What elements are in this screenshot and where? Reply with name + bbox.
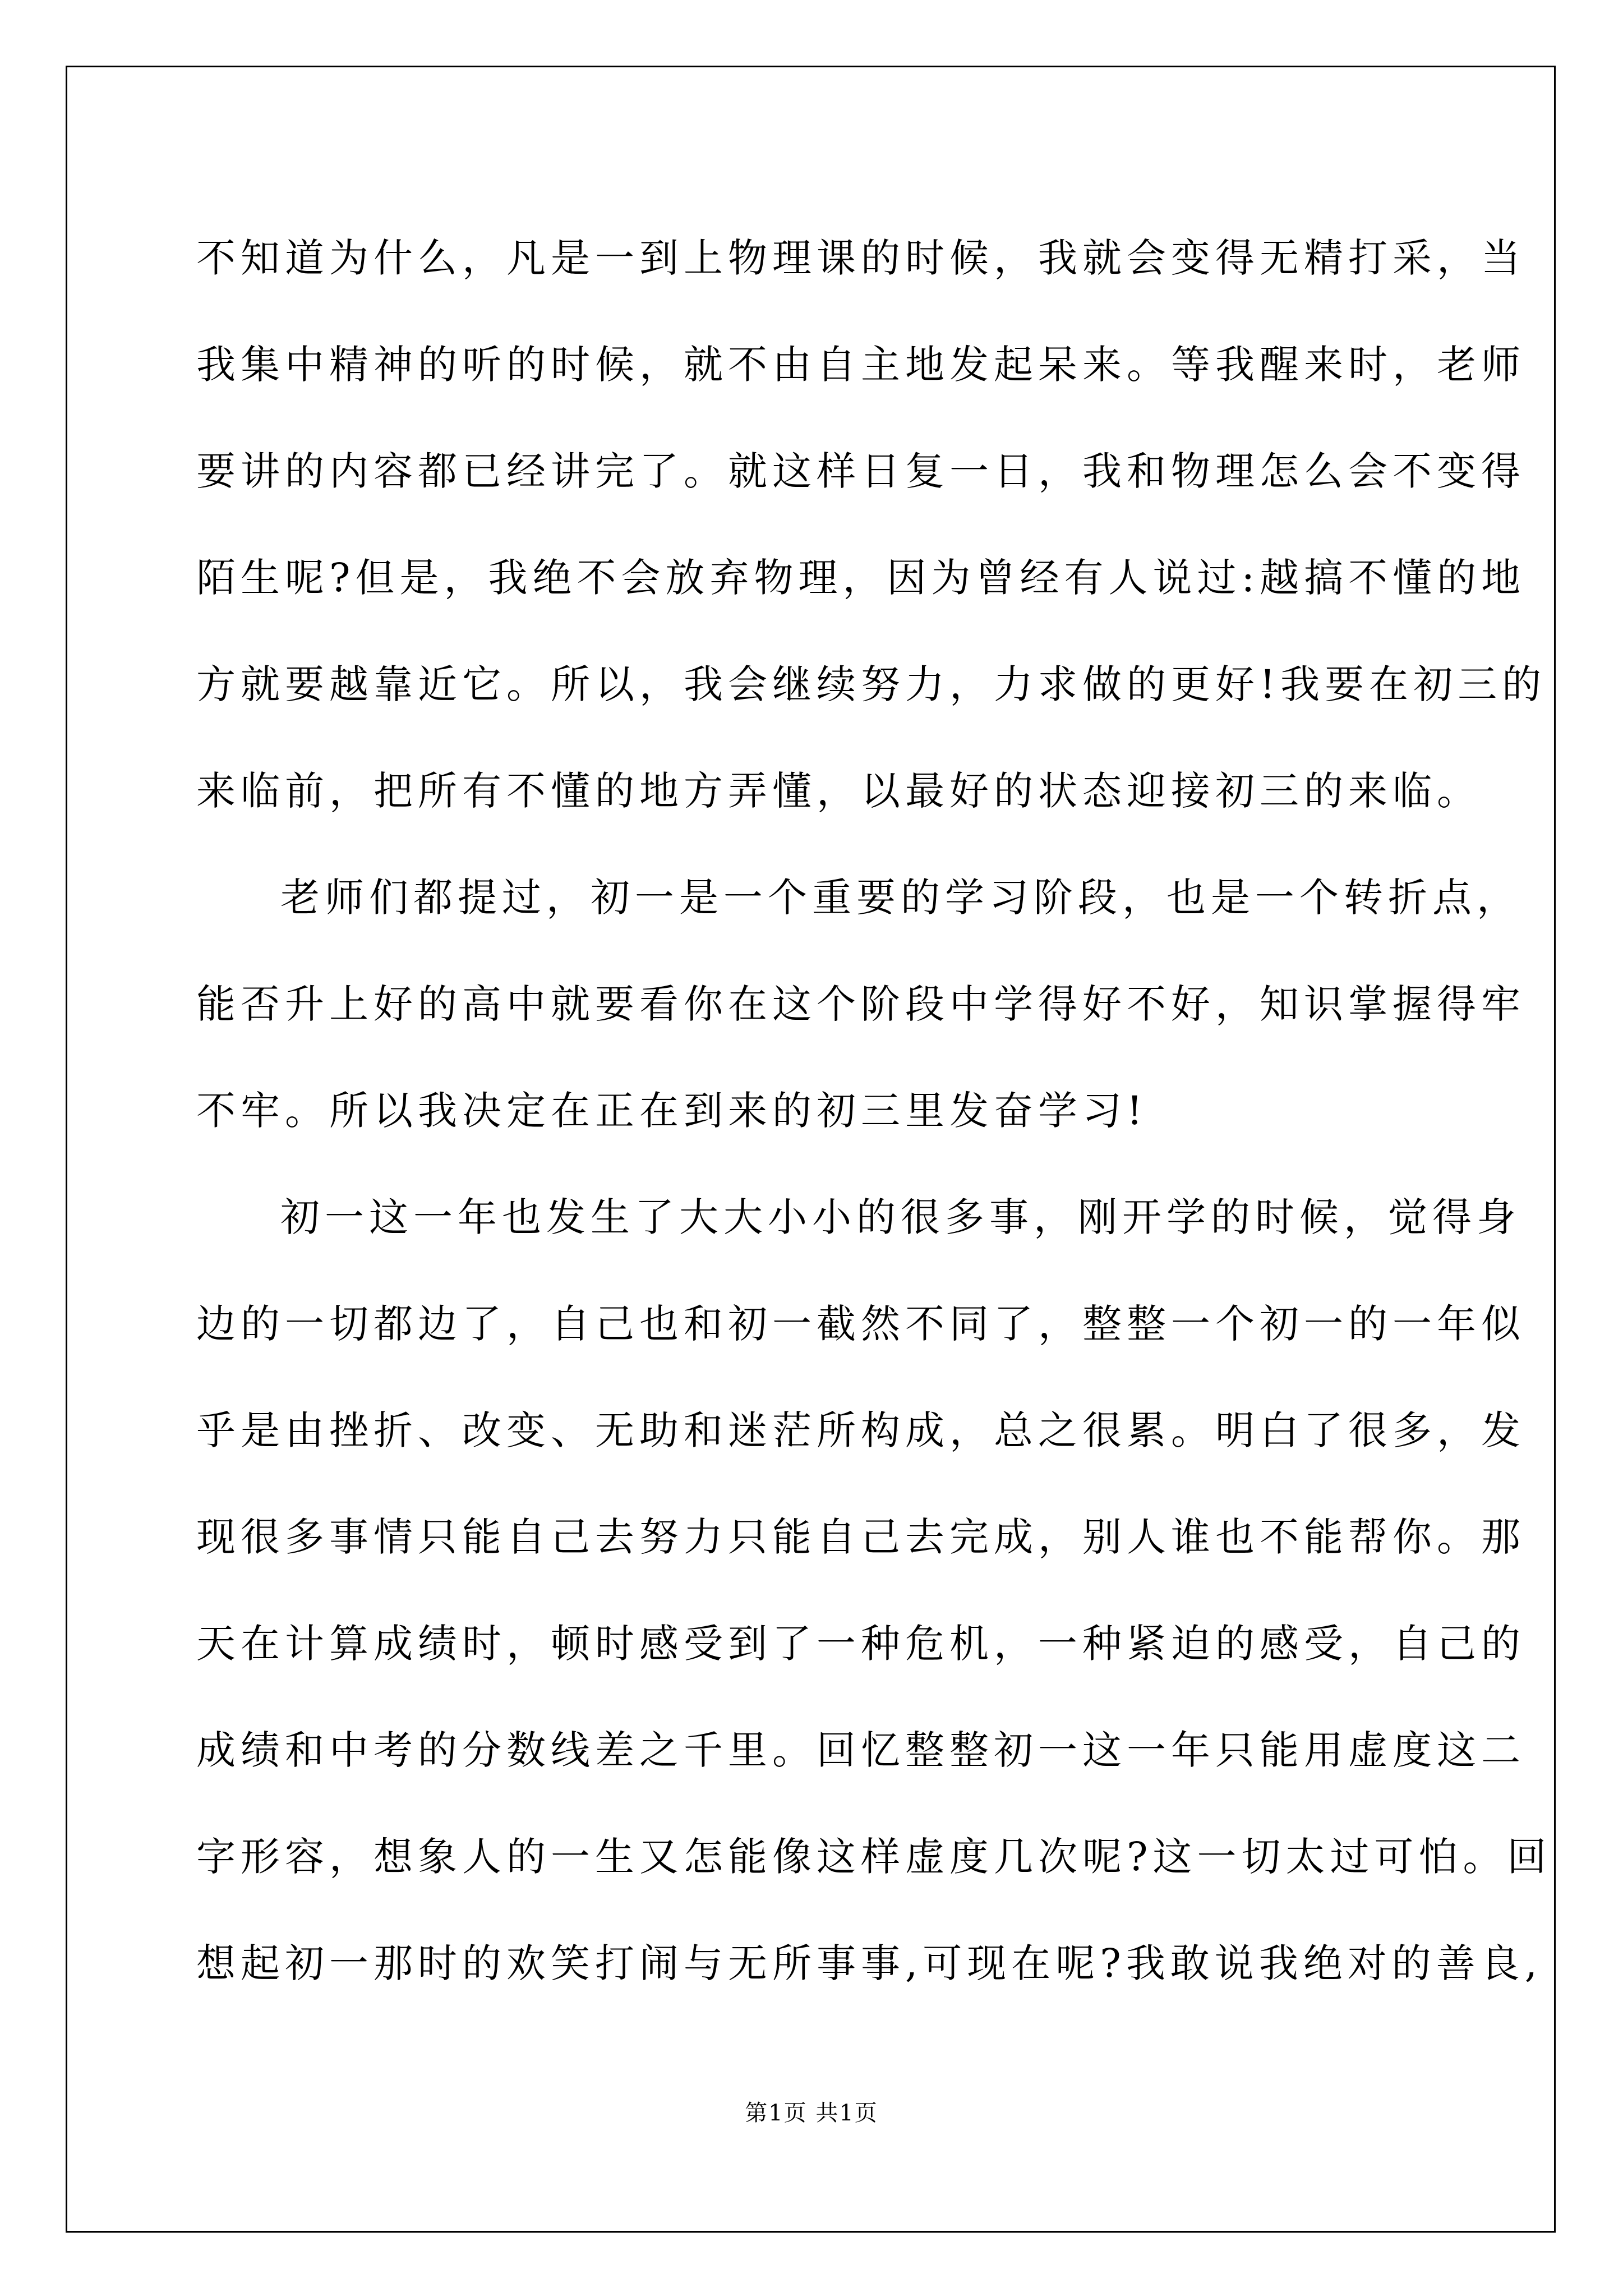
text-line: 我集中精神的听的时候，就不由自主地发起呆来。等我醒来时，老师 (196, 342, 1525, 388)
text-line: 现很多事情只能自己去努力只能自己去完成，别人谁也不能帮你。那 (196, 1514, 1525, 1560)
document-body (196, 205, 1552, 2017)
paragraph-1 (196, 205, 1547, 844)
text-line: 陌生呢?但是，我绝不会放弃物理，因为曾经有人说过:越搞不懂的地 (196, 555, 1526, 601)
text-line: 天在计算成绩时，顿时感受到了一种危机，一种紧迫的感受，自己的 (196, 1621, 1525, 1667)
text-line: 要讲的内容都已经讲完了。就这样日复一日，我和物理怎么会不变得 (196, 448, 1525, 494)
text-line: 方就要越靠近它。所以，我会继续努力，力求做的更好!我要在初三的 (196, 661, 1547, 707)
text-line: 成绩和中考的分数线差之千里。回忆整整初一这一年只能用虚度这二 (196, 1727, 1525, 1773)
paragraph-3 (196, 1164, 1552, 2017)
text-line: 不牢。所以我决定在正在到来的初三里发奋学习! (196, 1088, 1148, 1134)
text-line: 想起初一那时的欢笑打闹与无所事事,可现在呢?我敢说我绝对的善良, (196, 1940, 1543, 1986)
paragraph-2 (196, 844, 1525, 1164)
page-footer: 第1页 共1页 (745, 2100, 878, 2126)
text-line: 不知道为什么，凡是一到上物理课的时候，我就会变得无精打采，当 (196, 235, 1525, 281)
text-line: 能否升上好的高中就要看你在这个阶段中学得好不好，知识掌握得牢 (196, 981, 1525, 1027)
text-line: 字形容，想象人的一生又怎能像这样虚度几次呢?这一切太过可怕。回 (196, 1834, 1552, 1880)
text-line: 老师们都提过，初一是一个重要的学习阶段，也是一个转折点， (280, 875, 1521, 921)
text-line: 乎是由挫折、改变、无助和迷茫所构成，总之很累。明白了很多，发 (196, 1407, 1525, 1453)
text-line: 来临前，把所有不懂的地方弄懂，以最好的状态迎接初三的来临。 (196, 768, 1481, 814)
text-line: 初一这一年也发生了大大小小的很多事，刚开学的时候，觉得身 (280, 1194, 1521, 1240)
text-line: 边的一切都边了，自己也和初一截然不同了，整整一个初一的一年似 (196, 1301, 1525, 1347)
